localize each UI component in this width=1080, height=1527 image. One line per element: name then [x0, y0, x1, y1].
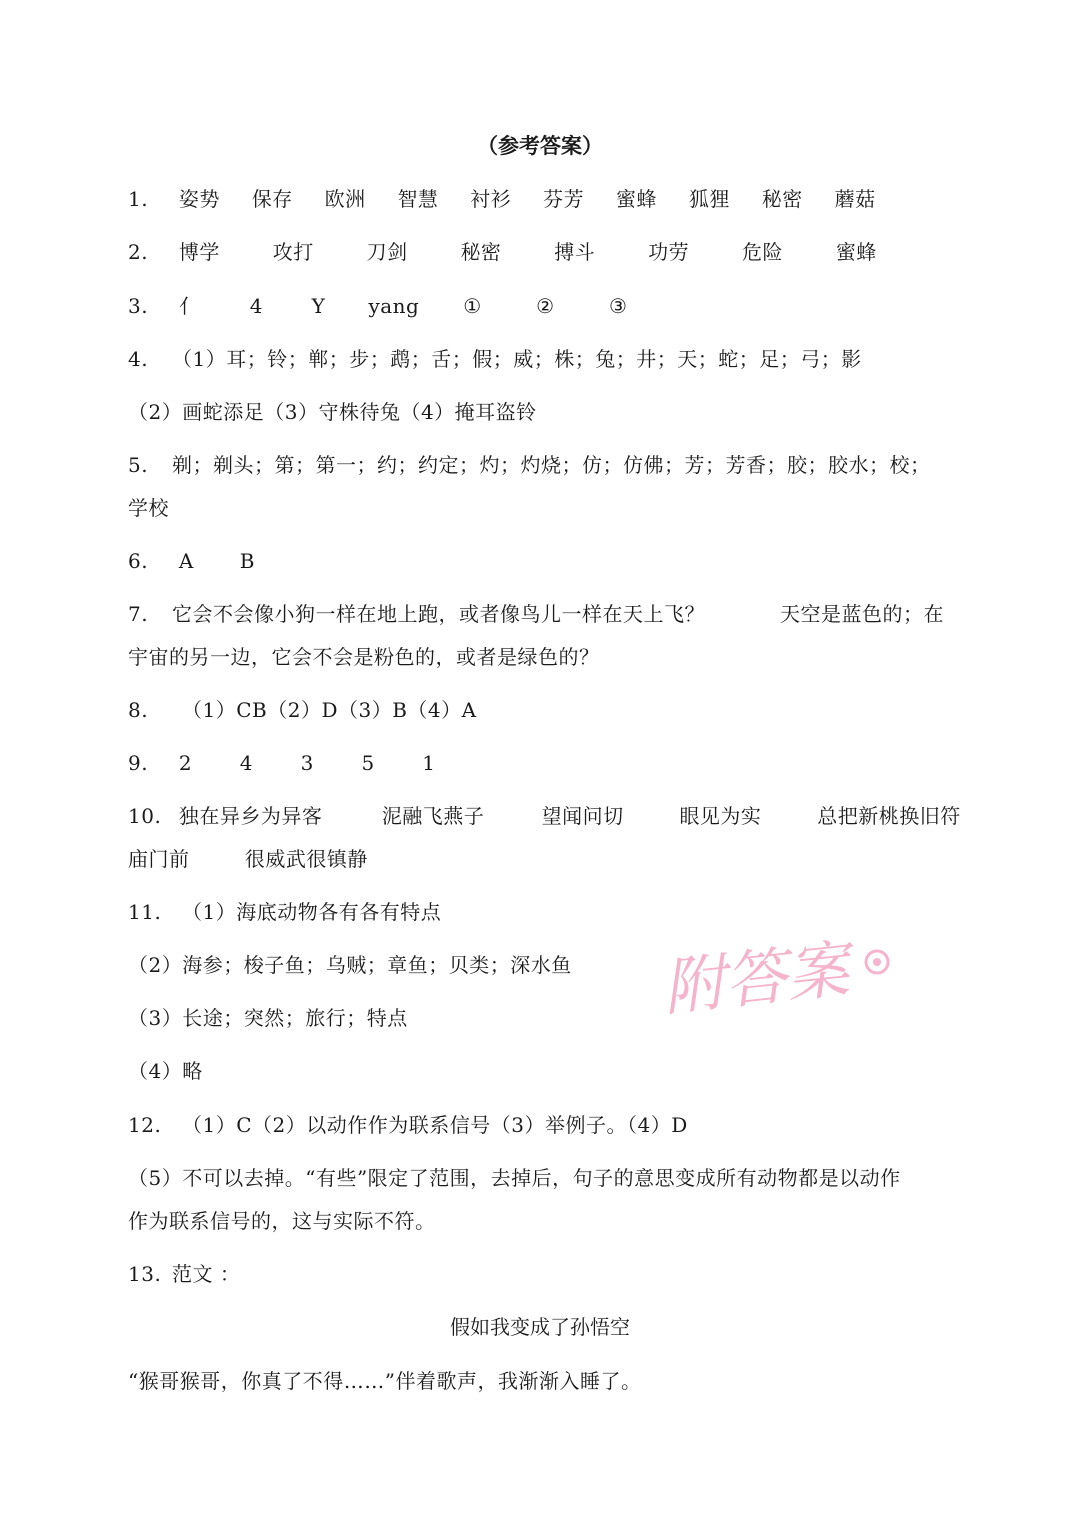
answer-text: （1）耳；铃；郸；步；鹉；舌；假；威；株；兔；井；天；蛇；足；弓；影 — [172, 347, 862, 371]
answer-item: 蜜蜂 — [616, 187, 658, 211]
answer-text: （1）C（2）以动作作为联系信号（3）举例子。（4）D — [182, 1113, 688, 1137]
answer-item: 秘密 — [761, 187, 803, 211]
answer-item: 1 — [422, 751, 436, 775]
answer-item: 总把新桃换旧符 — [817, 804, 961, 828]
answer-item: 独在异乡为异客 — [178, 804, 323, 828]
answer-1 — [128, 178, 958, 220]
answer-item: 望闻问切 — [541, 804, 624, 828]
answer-item: 欧洲 — [324, 187, 366, 211]
answer-item: 眼见为实 — [679, 804, 762, 828]
answer-4-line-2: （2）画蛇添足（3）守株待兔（4）掩耳盗铃 — [128, 400, 537, 424]
answer-5-line-2: 学校 — [128, 496, 169, 520]
answer-item: 芬芳 — [543, 187, 585, 211]
answer-item: 博学 — [178, 240, 220, 264]
answer-12-line-1 — [128, 1104, 958, 1146]
flower-center — [873, 958, 881, 966]
answer-item: 很威武很镇静 — [244, 847, 368, 871]
question-number: 8. — [128, 698, 149, 722]
watermark-graphic — [655, 930, 905, 1020]
question-number: 7. — [128, 602, 149, 626]
answer-8 — [128, 689, 958, 731]
question-number: 9. — [128, 751, 149, 775]
answer-item: 庙门前 — [128, 847, 190, 871]
answer-7-line-1 — [128, 593, 958, 635]
answer-item: A — [178, 549, 194, 573]
answer-item: 5 — [361, 751, 375, 775]
answer-item: 功劳 — [648, 240, 690, 264]
question-number: 3. — [128, 294, 149, 318]
question-number: 5. — [128, 453, 149, 477]
question-number: 12. — [128, 1113, 162, 1137]
answer-item: 危险 — [742, 240, 784, 264]
question-number: 11. — [128, 900, 162, 924]
answer-item: 蜜蜂 — [835, 240, 877, 264]
answer-3 — [128, 285, 958, 327]
answer-10-line-1 — [128, 795, 961, 837]
answer-7-line-2: 宇宙的另一边，它会不会是粉色的，或者是绿色的？ — [128, 645, 600, 669]
question-number: 1. — [128, 187, 149, 211]
answer-item: 刀剑 — [366, 240, 408, 264]
answer-11-line-1 — [128, 891, 958, 933]
answer-11-line-2: （2）海参；梭子鱼；乌贼；章鱼；贝类；深水鱼 — [128, 953, 572, 977]
question-number: 2. — [128, 240, 149, 264]
answer-11-line-4: （4）略 — [128, 1059, 203, 1083]
answer-item: 衬衫 — [470, 187, 512, 211]
answer-10-line-2 — [128, 838, 958, 880]
answer-9 — [128, 742, 958, 784]
question-number: 10. — [128, 804, 162, 828]
watermark-text: 附答案 — [659, 932, 853, 1020]
answer-item: 亻 — [178, 294, 200, 318]
answer-item: 秘密 — [460, 240, 502, 264]
answer-text: 天空是蓝色的；在 — [780, 602, 944, 626]
question-number: 13. — [128, 1262, 162, 1286]
question-number: 6. — [128, 549, 149, 573]
answer-item: 攻打 — [272, 240, 314, 264]
answer-item: ② — [536, 294, 555, 318]
answer-item: yang — [368, 294, 420, 318]
question-number: 4. — [128, 347, 149, 371]
answer-item: 狐狸 — [688, 187, 730, 211]
answer-5-line-1 — [128, 444, 958, 486]
answer-2 — [128, 231, 958, 273]
answer-item: B — [239, 549, 255, 573]
answer-item: 姿势 — [178, 187, 220, 211]
answer-4-line-1 — [128, 338, 958, 380]
essay-title: 假如我变成了孙悟空 — [450, 1315, 630, 1339]
watermark-stamp — [655, 930, 905, 1020]
answer-text: （1）CB（2）D（3）B（4）A — [182, 698, 477, 722]
answer-item: 搏斗 — [554, 240, 596, 264]
answer-text: 它会不会像小狗一样在地上跑，或者像鸟儿一样在天上飞？ — [172, 602, 705, 626]
answer-11-line-3: （3）长途；突然；旅行；特点 — [128, 1006, 408, 1030]
answer-text: 剃；剃头；第；第一；约；约定；灼；灼烧；仿；仿佛；芳；芳香；胶；胶水；校； — [172, 453, 931, 477]
answer-item: 3 — [300, 751, 314, 775]
answer-item: 智慧 — [397, 187, 439, 211]
answer-12-line-2: （5）不可以去掉。“有些”限定了范围，去掉后，句子的意思变成所有动物都是以动作 — [128, 1166, 901, 1190]
answer-item: 4 — [249, 294, 263, 318]
answer-item: 4 — [239, 751, 253, 775]
answer-item: 2 — [178, 751, 193, 775]
answer-item: Y — [311, 294, 326, 318]
answer-item: ① — [463, 294, 482, 318]
answer-item: 保存 — [251, 187, 293, 211]
answer-text: 范文 ： — [172, 1262, 241, 1286]
answer-item: ③ — [609, 294, 628, 318]
answer-item: 泥融飞燕子 — [381, 804, 485, 828]
answer-text: （1）海底动物各有各有特点 — [182, 900, 442, 924]
answer-13 — [128, 1253, 958, 1295]
answer-12-line-3: 作为联系信号的，这与实际不符。 — [128, 1209, 436, 1233]
essay-line-1: “猴哥猴哥，你真了不得……”伴着歌声，我渐渐入睡了。 — [128, 1369, 642, 1393]
answer-6 — [128, 540, 958, 582]
page-title: （参考答案） — [477, 134, 603, 158]
answer-item: 蘑菇 — [834, 187, 876, 211]
